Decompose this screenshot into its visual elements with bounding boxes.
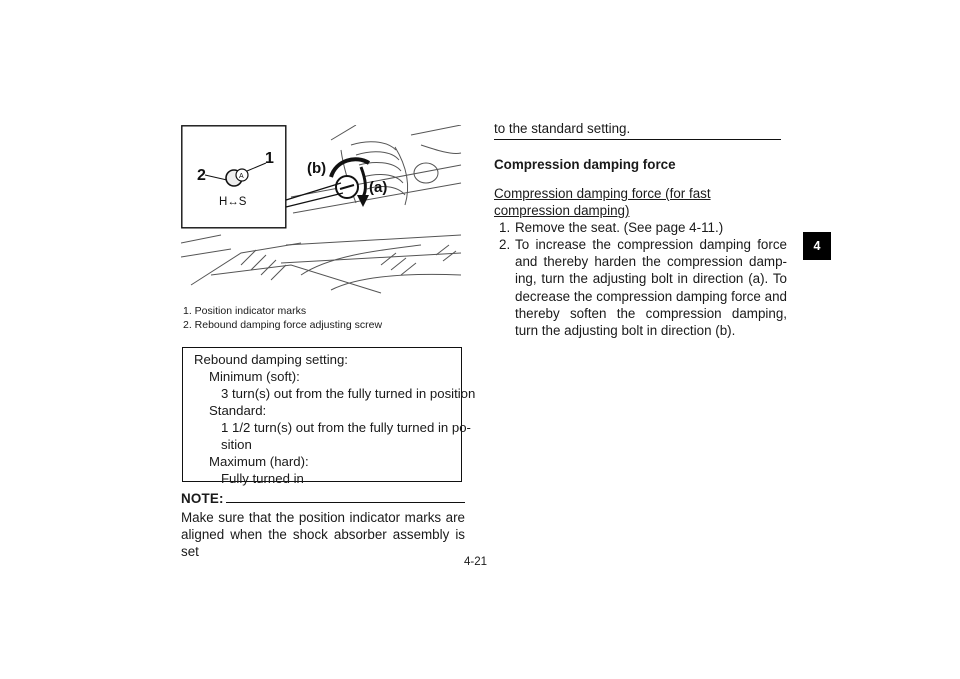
- direction-a-label: (a): [369, 179, 388, 196]
- spec-std-value-2: sition: [221, 437, 252, 452]
- inset-scale-label: H↔S: [219, 196, 247, 208]
- direction-b-label: (b): [307, 160, 327, 177]
- spec-min-label: Minimum (soft):: [209, 369, 300, 384]
- spec-max-label: Maximum (hard):: [209, 454, 309, 469]
- callout-1: 1: [265, 150, 274, 167]
- page-number: 4-21: [464, 556, 488, 568]
- step-number: 1.: [499, 220, 511, 235]
- section-divider: [494, 139, 781, 140]
- list-item: [499, 219, 787, 237]
- svg-text:A: A: [239, 173, 244, 180]
- caption-adjusting-screw: 2. Rebound damping force adjusting screw: [183, 319, 383, 331]
- step-number: 2.: [499, 237, 511, 252]
- chapter-tab: 4: [803, 232, 831, 260]
- section-subheading: Compression damping force (for fast compression damping): [494, 186, 711, 219]
- adjusting-screw: [336, 176, 358, 198]
- step-text: Remove the seat. (See page 4-11.): [515, 220, 724, 235]
- note-text: Make sure that the position indicator marks are aligned when the shock absorber assembly is set: [181, 510, 465, 560]
- spec-box: [182, 347, 476, 486]
- note-divider: [226, 502, 465, 503]
- step-text: To increase the compression damping force and thereby harden the compression damp-ing, turn the adjusting bolt in direction (a). To decrease the compression damping force and thereby soften the compression damping, turn the adjusting bolt in direction (b).: [515, 237, 787, 339]
- note-label: NOTE:: [181, 491, 224, 506]
- callout-2: 2: [197, 167, 206, 184]
- section-heading: Compression damping force: [494, 157, 676, 172]
- spec-std-label: Standard:: [209, 403, 267, 418]
- list-item: [499, 236, 787, 339]
- spec-std-value-1: 1 1/2 turn(s) out from the fully turned in po-: [221, 420, 471, 435]
- continuation-text: to the standard setting.: [494, 121, 631, 136]
- caption-position-indicator: 1. Position indicator marks: [183, 305, 307, 317]
- shock-absorber-illustration: [181, 125, 464, 295]
- spec-title: Rebound damping setting:: [194, 352, 348, 367]
- spec-min-value: 3 turn(s) out from the fully turned in position: [221, 386, 476, 401]
- spec-max-value: Fully turned in: [221, 471, 304, 486]
- shock-absorber-figure: [181, 125, 464, 295]
